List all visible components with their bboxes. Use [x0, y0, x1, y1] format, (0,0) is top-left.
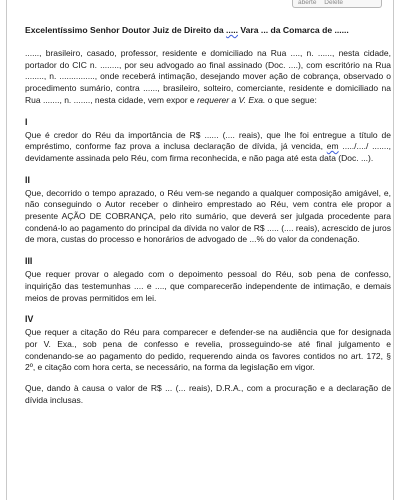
section-heading-1: I	[25, 116, 28, 127]
section-paragraph-3: Que requer provar o alegado com o depoimento pessoal do Réu, sob pena de confesso, inquirição das testemunhas .... e ...., que comparecerão independente de intimação, e demais meios de provas permitidos em lei.	[25, 269, 391, 303]
section-heading-2: II	[25, 174, 30, 185]
section-heading-4: IV	[25, 314, 34, 325]
section-paragraph-4: Que requer a citação do Réu para comparecer e defender-se na audiência que for designada por V. Exa., sob pena de confesso e revelia, prosseguindo-se até final julgamento e condenando-se ao pagamento do pedido, requerendo ainda os favores contidos no art. 172, § 2º, e citação com hora certa, se necessário, na forma da legislação em vigor.	[25, 327, 391, 373]
closing-paragraph: Que, dando à causa o valor de R$ ... (... reais), D.R.A., com a procuração e a declaração de dívida inclusas.	[25, 383, 391, 405]
intro-italic: requerer a V. Exa.	[196, 94, 266, 105]
intro-paragraph	[25, 48, 391, 107]
toolbar-left-label[interactable]: aberte	[298, 0, 317, 6]
floating-toolbar[interactable]	[292, 0, 382, 8]
section-paragraph-2: Que, decorrido o tempo aprazado, o Réu vem-se negando a qualquer composição amigável, e, não conseguindo o Autor receber o dinheiro emprestado ao Réu, vem contra ele propor a presente AÇÃO DE COBRANÇA, pelo rito sumário, que deverá ser julgada procedente para condená-lo ao pagamento do principal da dívida no valor de R$ ..... (.... reais), acrescido de juros de mora, custas do processo e honorários de advogado de ...% do valor da condenação.	[25, 187, 391, 245]
section-1-text-before: Que é credor do Réu da importância de R$ ...... (.... reais), que lhe foi entregue a título de empréstimo, conforme faz prova a inclusa declaração de dívida, já vencida,	[25, 129, 391, 152]
section-paragraph-1	[25, 130, 391, 165]
title-spellcheck-mark: .....	[226, 25, 238, 35]
intro-text: ......, brasileiro, casado, professor, residente e domiciliado na Rua ...., n. ......, nesta cidade, portador do CIC n. ........, por seu advogado ao final assinado (Doc. ....), com escritório na Rua ........, n. ..............., onde receberá intimação, desejando mover ação de cobrança, observado o procedimento sumário, contra ......, brasileiro, solteiro, comerciante, residente e domiciliado na Rua ......., n. ......., nesta cidade, vem expor e	[25, 48, 391, 105]
document-page	[6, 0, 394, 500]
section-1-text-after: ...../..../ ......., devidamente assinada pelo Réu, com firma reconhecida, e não paga até esta data (Doc. ...).	[25, 141, 391, 163]
toolbar-delete-label[interactable]: Delete	[324, 0, 344, 6]
intro-end: o que segue:	[265, 94, 317, 105]
document-title	[25, 24, 391, 37]
document-body	[25, 24, 391, 415]
title-part2: Vara ... da Comarca de ......	[238, 25, 349, 35]
title-part1: Excelentíssimo Senhor Doutor Juiz de Direito da	[25, 25, 227, 35]
section-1-spellcheck-mark: em	[326, 141, 339, 152]
section-heading-3: III	[25, 256, 33, 267]
